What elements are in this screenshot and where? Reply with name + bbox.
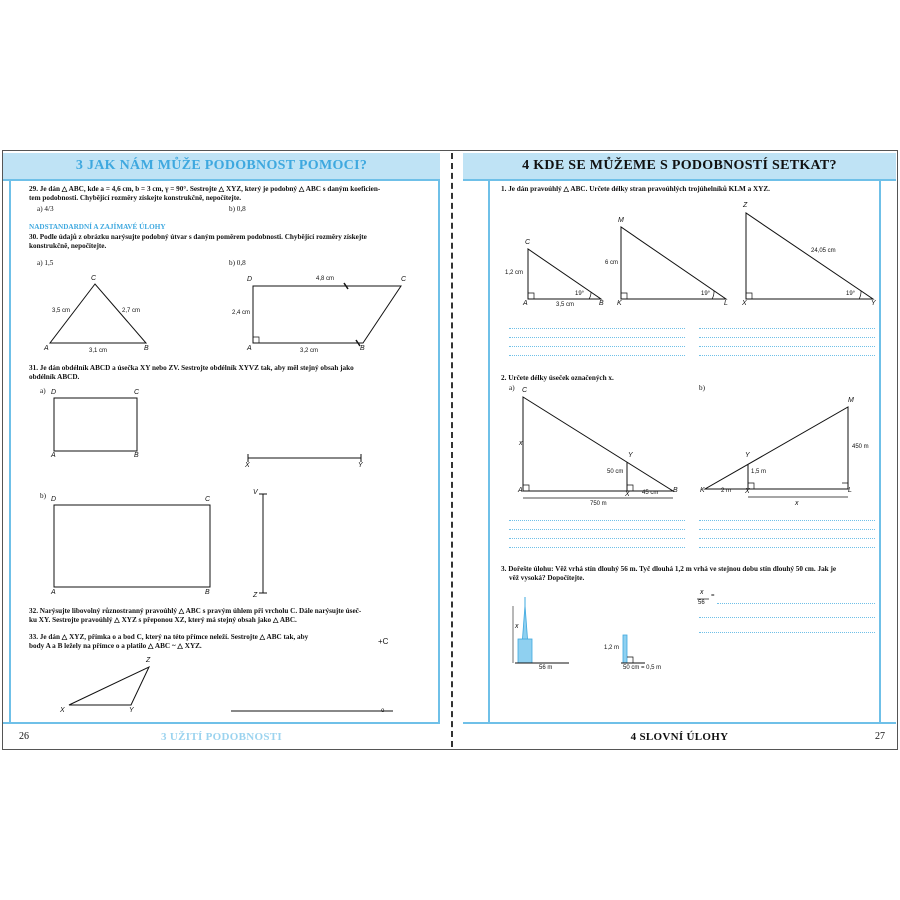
tower-icon (518, 597, 532, 663)
task33-line1: 33. Je dán △ XYZ, přímka o a bod C, který na této přímce neleží. Sestrojte △ ABC tak, aby (29, 633, 309, 641)
left-header-title: 3 JAK NÁM MŮŽE PODOBNOST POMOCI? (75, 158, 368, 173)
answer-line (699, 529, 875, 530)
rod-shadow-label: 50 cm = 0,5 m (623, 665, 662, 671)
t1-label-b: B (599, 300, 604, 307)
task29-line1: 29. Je dán △ ABC, kde a = 4,6 cm, b = 3 cm, γ = 90°. Sestrojte △ XYZ, který je podobný △ ABC s daným koeficien- (29, 185, 381, 193)
tri-side-bc: 2,7 cm (122, 308, 141, 314)
tri-label-a: A (44, 345, 49, 352)
right-angle-mark (253, 337, 259, 343)
trap-side-dc: 4,8 cm (316, 276, 335, 282)
t2b-label-k: K (700, 487, 705, 494)
tower-label-x: x (515, 623, 519, 630)
task31b-rectangle (54, 505, 210, 587)
task31-option-a: a) (40, 387, 46, 395)
trap-label-a: A (247, 345, 252, 352)
task33-line2: body A a B ležely na přímce o a platilo △ ABC ~ △ XYZ. (29, 642, 202, 650)
section-heading: NADSTANDARDNÍ A ZAJÍMAVÉ ÚLOHY (29, 223, 166, 231)
t1-label-c: C (525, 239, 531, 246)
rect-a-label-c: C (134, 389, 140, 396)
t2a-label-c: C (522, 387, 528, 394)
tri-side-ac: 3,5 cm (52, 308, 71, 314)
task31-line1: 31. Je dán obdélník ABCD a úsečka XY nebo ZV. Sestrojte obdélník XYVZ tak, aby měl stejný obsah jako (29, 364, 354, 372)
answer-line (699, 538, 875, 539)
task33-point-c: +C (378, 637, 389, 646)
task33-label-x: X (60, 707, 65, 714)
task33-label-y: Y (129, 707, 134, 714)
t2a-label-y: Y (628, 452, 633, 459)
task33-triangle (69, 667, 149, 705)
t2a-side-xb: 45 cm (642, 490, 659, 496)
task31a-rectangle (54, 398, 137, 451)
t3-label-y: Y (871, 300, 876, 307)
task1-text: 1. Je dán pravoúhlý △ ABC. Určete délky stran pravoúhlých trojúhelníků KLM a XYZ. (501, 185, 770, 193)
t1-label-a: A (523, 300, 528, 307)
task2-text: 2. Určete délky úseček označených x. (501, 374, 614, 382)
t2-side-km: 6 cm (605, 260, 619, 266)
page-fold-divider (451, 153, 453, 747)
task33-label-z: Z (146, 657, 151, 664)
rect-a-label-b: B (134, 452, 139, 459)
answer-line (509, 547, 685, 548)
right-angle-mark-a (528, 293, 534, 299)
task30-trapezoid (253, 286, 401, 343)
left-footer-title: 3 UŽITÍ PODOBNOSTI (161, 731, 282, 743)
task1-triangle-xyz (746, 213, 873, 299)
answer-line (699, 632, 875, 633)
task3-line1: 3. Dořešte úlohu: Věž vrhá stín dlouhý 56 m. Tyč dlouhá 1,2 m vrhá ve stejnou dobu stín dlouhý 50 cm. Jak je (501, 565, 837, 573)
trap-side-ad: 2,4 cm (232, 310, 251, 316)
t2a-label-a: A (518, 487, 523, 494)
trap-side-ab: 3,2 cm (300, 348, 319, 354)
tower-shadow-label: 56 m (539, 665, 553, 671)
task1-triangle-abc (528, 249, 601, 299)
tri-side-ab: 3,1 cm (89, 348, 108, 354)
t2a-side-xy: 50 cm (607, 469, 624, 475)
task1-triangle-klm (621, 227, 726, 299)
task2-option-b: b) (699, 384, 705, 392)
task3-line2: věž vysoká? Dopočítejte. (509, 574, 585, 582)
task32-line1: 32. Narýsujte libovolný různostranný pravoúhlý △ ABC s pravým úhlem při vrcholu C. Dále narýsujte úseč- (29, 607, 362, 615)
right-header-title: 4 KDE SE MŮŽEME S PODOBNOSTÍ SETKAT? (522, 158, 837, 173)
t3-label-z: Z (743, 202, 748, 209)
rect-b-label-c: C (205, 496, 211, 503)
left-figures (3, 151, 449, 751)
t2b-label-l: L (848, 487, 852, 494)
fraction-denominator: 56 (698, 600, 705, 606)
answer-line (509, 520, 685, 521)
t2b-side-ml: 450 m (852, 444, 869, 450)
task29-option-a: a) 4/3 (37, 205, 54, 213)
right-page (455, 151, 898, 749)
task30-option-a: a) 1,5 (37, 259, 54, 267)
t2b-side-kx: 2 m (721, 488, 732, 494)
t2-label-m: M (618, 217, 624, 224)
angle-arc-b (589, 292, 591, 299)
right-angle-mark-x (746, 293, 752, 299)
answer-line (509, 538, 685, 539)
answer-line (699, 346, 875, 347)
t1-angle: 19° (575, 291, 585, 297)
task32-line2: ku XY. Sestrojte pravoúhlý △ XYZ s přeponou XZ, který má stejný obsah jako △ ABC. (29, 616, 297, 624)
t3-label-x: X (742, 300, 747, 307)
task30-line2: konstrukčně, nepočítejte. (29, 242, 107, 250)
t2a-side-ab: 750 m (590, 501, 607, 507)
t2b-label-x-len: x (795, 500, 799, 507)
rod-icon (623, 635, 627, 663)
rect-a-label-d: D (51, 389, 57, 396)
task2a-triangle (523, 397, 673, 491)
trap-label-d: D (247, 276, 253, 283)
tri-label-b: B (144, 345, 149, 352)
right-page-number: 27 (875, 731, 885, 742)
task31-option-b: b) (40, 492, 46, 500)
rect-b-label-d: D (51, 496, 57, 503)
t2b-label-x: X (745, 488, 750, 495)
task30-option-b: b) 0,8 (229, 259, 246, 267)
t2-label-k: K (617, 300, 622, 307)
fraction-equals: = (711, 593, 715, 599)
answer-line (699, 337, 875, 338)
task2-option-a: a) (509, 384, 515, 392)
rect-b-label-b: B (205, 589, 210, 596)
task29-line2: tem podobnosti. Chybějící rozměry získejte konstrukčně, nepočítejte. (29, 194, 242, 202)
t2b-label-m: M (848, 397, 854, 404)
rect-b-label-a: A (51, 589, 56, 596)
right-figures (455, 151, 898, 751)
segment-label-x: X (245, 462, 250, 469)
right-angle-mark-a2 (523, 485, 529, 491)
t2b-label-y: Y (745, 452, 750, 459)
t2-angle: 19° (701, 291, 711, 297)
answer-line (509, 328, 685, 329)
answer-line (509, 355, 685, 356)
rod-height-label: 1,2 m (604, 645, 620, 651)
task30-line1: 30. Podle údajů z obrázku narýsujte podobný útvar s daným poměrem podobnosti. Chybějící rozměry získejte (29, 233, 367, 241)
fraction-numerator: x (700, 589, 704, 596)
answer-line (717, 603, 875, 604)
rod-right-angle-mark (627, 657, 633, 663)
t2a-label-x: X (625, 491, 630, 498)
task29-option-b: b) 0,8 (229, 205, 246, 213)
book-spread (2, 150, 898, 750)
t2b-side-xy: 1,5 m (751, 469, 767, 475)
rect-a-label-a: A (51, 452, 56, 459)
trap-label-c: C (401, 276, 407, 283)
t2a-label-b: B (673, 487, 678, 494)
segment-label-y: Y (358, 462, 363, 469)
answer-line (699, 617, 875, 618)
segment-label-v: V (253, 489, 258, 496)
left-page (3, 151, 449, 749)
answer-line (509, 337, 685, 338)
angle-arc-l (712, 291, 714, 299)
answer-line (509, 529, 685, 530)
answer-line (509, 346, 685, 347)
t1-side-ab: 3,5 cm (556, 302, 575, 308)
answer-line (699, 328, 875, 329)
answer-line (699, 355, 875, 356)
angle-arc-y (859, 291, 861, 299)
t3-angle: 19° (846, 291, 856, 297)
t1-side-ac: 1,2 cm (505, 270, 524, 276)
right-angle-mark-k (621, 293, 627, 299)
task2b-triangle (705, 407, 848, 489)
tri-label-c: C (91, 275, 97, 282)
task33-label-o: o (381, 708, 385, 714)
right-footer-title: 4 SLOVNÍ ÚLOHY (630, 731, 729, 743)
t2-label-l: L (724, 300, 728, 307)
task31-line2: obdélník ABCD. (29, 373, 80, 381)
left-page-number: 26 (19, 731, 29, 742)
answer-line (699, 547, 875, 548)
trap-label-b: B (360, 345, 365, 352)
answer-line (699, 520, 875, 521)
t3-side-zy: 24,05 cm (811, 248, 836, 254)
t2a-label-x-len: x (519, 440, 523, 447)
segment-label-z: Z (253, 592, 258, 599)
